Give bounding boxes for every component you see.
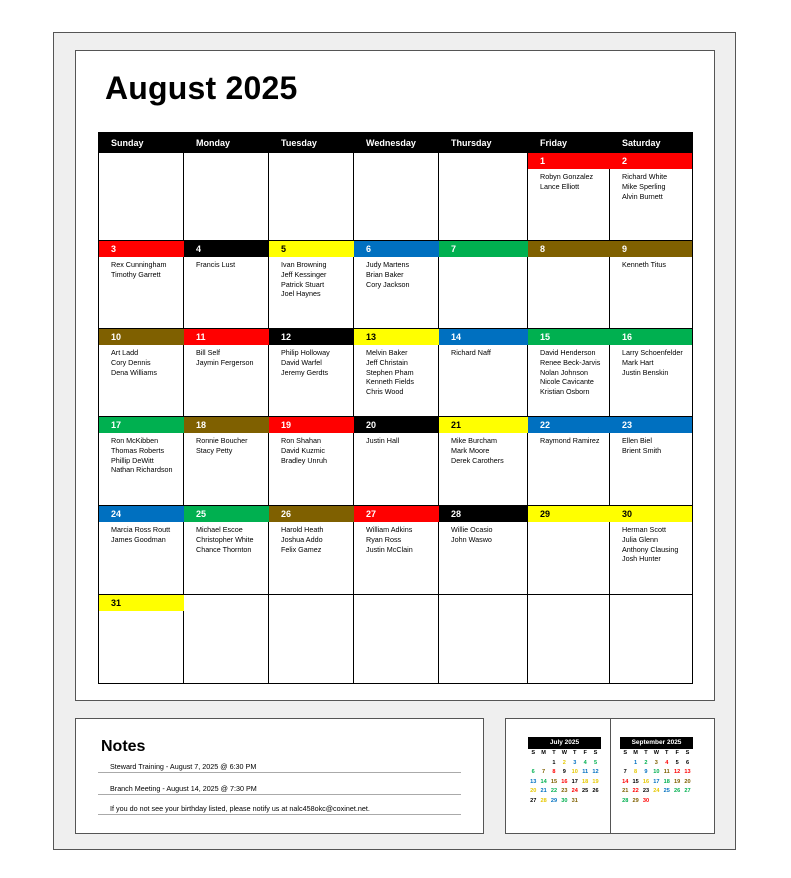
- birthday-name: Patrick Stuart: [281, 279, 325, 289]
- birthday-name: Francis Lust: [196, 260, 236, 269]
- mini-day: 10: [571, 769, 578, 776]
- day-number: 31: [99, 595, 184, 611]
- empty-day-cell: [354, 595, 439, 683]
- notes-title: Notes: [101, 738, 146, 755]
- mini-day: 28: [540, 797, 547, 804]
- mini-weekday: T: [644, 750, 648, 756]
- birthday-names: [540, 436, 600, 446]
- day-cell: [184, 417, 269, 506]
- mini-day: 21: [540, 788, 547, 795]
- note-line: [98, 761, 461, 773]
- birthday-names: [196, 348, 254, 368]
- mini-day: 12: [674, 769, 681, 776]
- mini-empty-day: [528, 759, 538, 769]
- birthday-name: Chris Wood: [366, 387, 404, 397]
- month-grid: [98, 132, 693, 684]
- birthday-names: [622, 172, 667, 201]
- birthday-names: [281, 436, 327, 465]
- day-number: 14: [439, 329, 528, 345]
- birthday-name: Nolan Johnson: [540, 367, 588, 377]
- day-number: 10: [99, 329, 184, 345]
- empty-day-cell: [439, 595, 528, 683]
- birthday-name: Willie Ocasio: [451, 525, 493, 534]
- birthday-name: Joel Haynes: [281, 289, 321, 299]
- birthday-names: [196, 436, 248, 456]
- birthday-names: [281, 348, 330, 377]
- birthday-name: Jeremy Gerdts: [281, 367, 329, 377]
- mini-day: 22: [632, 788, 639, 795]
- day-number: 25: [184, 506, 269, 522]
- birthday-names: [540, 348, 600, 397]
- birthday-name: Mike Sperling: [622, 181, 666, 191]
- empty-day-cell: [528, 595, 610, 683]
- empty-day-cell: [354, 153, 439, 241]
- empty-day-cell: [269, 595, 354, 683]
- weekday-header: Saturday: [610, 133, 692, 153]
- mini-day: 5: [675, 759, 679, 766]
- birthday-name: Brian Baker: [366, 269, 404, 279]
- day-cell: [354, 417, 439, 506]
- mini-day: 7: [542, 769, 546, 776]
- day-number: 18: [184, 417, 269, 433]
- weekday-header: Friday: [528, 133, 610, 153]
- birthday-name: Jeff Christain: [366, 357, 408, 367]
- day-number: 30: [610, 506, 692, 522]
- weekday-header: Monday: [184, 133, 269, 153]
- day-number: 16: [610, 329, 692, 345]
- mini-weekday: S: [593, 750, 598, 756]
- day-number: 19: [269, 417, 354, 433]
- birthday-name: Richard Naff: [451, 348, 491, 357]
- day-number: 21: [439, 417, 528, 433]
- mini-day: 26: [674, 788, 681, 795]
- day-number: 27: [354, 506, 439, 522]
- birthday-name: Bradley Unruh: [281, 455, 327, 465]
- mini-day: 19: [592, 778, 599, 785]
- birthday-name: Alvin Burnett: [622, 191, 663, 201]
- mini-weekday: T: [552, 750, 556, 756]
- mini-empty-day: [620, 759, 630, 769]
- mini-calendars-divider: [610, 718, 611, 834]
- birthday-names: [111, 436, 173, 475]
- birthday-name: Ivan Browning: [281, 260, 327, 269]
- birthday-name: Bill Self: [196, 348, 220, 357]
- mini-day: 3: [654, 759, 658, 766]
- birthday-name: Felix Gamez: [281, 544, 322, 554]
- birthday-names: [196, 260, 235, 270]
- mini-day: 18: [582, 778, 589, 785]
- birthday-names: [622, 436, 661, 456]
- day-cell: [610, 506, 692, 595]
- day-cell: [354, 241, 439, 329]
- birthday-name: Justin Benskin: [622, 367, 669, 377]
- day-cell: [610, 329, 692, 417]
- mini-empty-day: [580, 797, 590, 807]
- birthday-name: Derek Carothers: [451, 455, 504, 465]
- mini-day: 11: [582, 769, 589, 776]
- day-number: 23: [610, 417, 692, 433]
- mini-day: 25: [582, 788, 589, 795]
- birthday-names: [540, 172, 593, 192]
- birthday-name: James Goodman: [111, 534, 166, 544]
- mini-day: 7: [623, 769, 627, 776]
- day-cell: [439, 329, 528, 417]
- day-number: 11: [184, 329, 269, 345]
- day-cell: [439, 417, 528, 506]
- mini-day: 20: [530, 788, 537, 795]
- day-number: 29: [528, 506, 610, 522]
- mini-day: 2: [644, 759, 648, 766]
- birthday-name: David Henderson: [540, 348, 596, 357]
- birthday-name: Justin McClain: [366, 544, 413, 554]
- weekday-header: Tuesday: [269, 133, 354, 153]
- day-number: 15: [528, 329, 610, 345]
- birthday-name: Marcia Ross Routt: [111, 525, 171, 534]
- mini-week-row: [620, 797, 693, 807]
- mini-day: 8: [634, 769, 638, 776]
- mini-day: 4: [665, 759, 669, 766]
- empty-day-cell: [99, 153, 184, 241]
- day-cell: [354, 329, 439, 417]
- mini-day: 6: [531, 769, 535, 776]
- birthday-name: Kristian Osborn: [540, 387, 590, 397]
- mini-week-row: [528, 787, 601, 797]
- mini-weekday: T: [665, 750, 669, 756]
- mini-day: 9: [644, 769, 648, 776]
- birthday-name: Harold Heath: [281, 525, 324, 534]
- birthday-name: Phillip DeWitt: [111, 455, 154, 465]
- birthday-name: Brient Smith: [622, 445, 662, 455]
- mini-day: 9: [562, 769, 566, 776]
- birthday-name: Kenneth Fields: [366, 377, 414, 387]
- notes-panel: [75, 718, 484, 834]
- day-cell: [184, 241, 269, 329]
- birthday-names: [622, 525, 678, 564]
- mini-day: 13: [530, 778, 537, 785]
- day-number: 5: [269, 241, 354, 257]
- day-number: 3: [99, 241, 184, 257]
- mini-day: 29: [632, 797, 639, 804]
- birthday-name: John Waswo: [451, 534, 492, 544]
- birthday-name: William Adkins: [366, 525, 413, 534]
- day-cell: [610, 417, 692, 506]
- birthday-name: Ron Shahan: [281, 436, 321, 445]
- mini-week-row: [528, 778, 601, 788]
- birthday-name: Stacy Petty: [196, 445, 233, 455]
- birthday-name: Anthony Clausing: [622, 544, 679, 554]
- mini-week-row: [620, 768, 693, 778]
- mini-week-row: [528, 759, 601, 769]
- mini-weekday-row: [620, 749, 693, 759]
- mini-day: 26: [592, 788, 599, 795]
- birthday-names: [451, 436, 504, 465]
- birthday-name: Judy Martens: [366, 260, 410, 269]
- day-cell: [528, 153, 610, 241]
- day-cell: [528, 417, 610, 506]
- mini-weekday: M: [541, 750, 546, 756]
- note-text: If you do not see your birthday listed, please notify us at nalc458okc@coxinet.net.: [110, 804, 370, 813]
- mini-day: 30: [561, 797, 568, 804]
- birthday-name: Josh Hunter: [622, 554, 661, 564]
- mini-empty-day: [672, 797, 682, 807]
- day-number: 26: [269, 506, 354, 522]
- mini-week-row: [528, 797, 601, 807]
- empty-day-cell: [269, 153, 354, 241]
- birthday-name: Kenneth Titus: [622, 260, 666, 269]
- empty-day-cell: [610, 595, 692, 683]
- mini-day: 6: [685, 759, 690, 766]
- day-number: 2: [610, 153, 692, 169]
- birthday-names: [366, 525, 413, 554]
- mini-day: 25: [663, 788, 670, 795]
- birthday-name: Richard White: [622, 172, 668, 181]
- birthday-name: Lance Elliott: [540, 181, 580, 191]
- mini-day: 15: [550, 778, 558, 785]
- mini-day: 29: [550, 797, 558, 804]
- mini-day: 16: [642, 778, 650, 785]
- birthday-names: [196, 525, 254, 554]
- empty-day-cell: [184, 595, 269, 683]
- mini-day: 30: [642, 797, 650, 804]
- mini-weekday: M: [633, 750, 638, 756]
- day-number: 22: [528, 417, 610, 433]
- mini-day: 18: [663, 778, 670, 785]
- mini-weekday: W: [653, 750, 659, 756]
- birthday-name: Christopher White: [196, 534, 254, 544]
- birthday-name: Timothy Garrett: [111, 269, 161, 279]
- mini-calendar-title: September 2025: [620, 737, 693, 749]
- birthday-names: [366, 436, 399, 446]
- birthday-name: Ron McKibben: [111, 436, 159, 445]
- mini-day: 8: [552, 769, 556, 776]
- mini-day: 5: [593, 759, 598, 766]
- day-cell: [99, 506, 184, 595]
- birthday-names: [111, 525, 170, 545]
- birthday-name: Raymond Ramirez: [540, 436, 600, 445]
- day-cell: [528, 506, 610, 595]
- note-line: [98, 783, 461, 795]
- mini-empty-day: [538, 759, 548, 769]
- birthday-name: Jeff Kessinger: [281, 269, 327, 279]
- mini-day: 20: [684, 778, 691, 785]
- mini-weekday-row: [528, 749, 601, 759]
- birthday-name: Ellen Biel: [622, 436, 652, 445]
- mini-day: 3: [573, 759, 577, 766]
- day-cell: [269, 329, 354, 417]
- mini-empty-day: [682, 797, 692, 807]
- mini-day: 16: [561, 778, 568, 785]
- birthday-name: Michael Escoe: [196, 525, 243, 534]
- mini-day: 4: [583, 759, 587, 766]
- mini-day: 28: [622, 797, 629, 804]
- day-cell: [269, 506, 354, 595]
- day-cell: [610, 153, 692, 241]
- birthday-name: Ryan Ross: [366, 534, 402, 544]
- mini-calendar-july: [528, 737, 601, 807]
- mini-day: 14: [540, 778, 547, 785]
- mini-day: 31: [571, 797, 578, 804]
- birthday-name: Cory Jackson: [366, 279, 410, 289]
- birthday-name: Philip Holloway: [281, 348, 330, 357]
- day-number: 13: [354, 329, 439, 345]
- day-number: 12: [269, 329, 354, 345]
- mini-day: 15: [632, 778, 639, 785]
- birthday-name: Mark Moore: [451, 445, 490, 455]
- day-cell: [99, 417, 184, 506]
- birthday-name: Dena Williams: [111, 367, 157, 377]
- day-cell: [99, 241, 184, 329]
- day-cell: [269, 417, 354, 506]
- birthday-names: [622, 348, 683, 377]
- mini-empty-day: [590, 797, 600, 807]
- day-number: 28: [439, 506, 528, 522]
- birthday-name: Mike Burcham: [451, 436, 497, 445]
- birthday-names: [281, 260, 327, 299]
- mini-day: 24: [571, 788, 578, 795]
- day-number: 4: [184, 241, 269, 257]
- day-number: 1: [528, 153, 610, 169]
- birthday-name: Stephen Pham: [366, 367, 414, 377]
- birthday-names: [111, 260, 167, 280]
- day-cell: [354, 506, 439, 595]
- day-number: 9: [610, 241, 692, 257]
- page-title: August 2025: [105, 70, 298, 106]
- day-cell: [439, 506, 528, 595]
- birthday-name: Chance Thornton: [196, 544, 252, 554]
- birthday-name: Nicole Cavicante: [540, 377, 594, 387]
- day-number: 6: [354, 241, 439, 257]
- mini-day: 24: [653, 788, 660, 795]
- mini-weekday: S: [685, 750, 690, 756]
- birthday-name: Rex Cunningham: [111, 260, 167, 269]
- day-number: 7: [439, 241, 528, 257]
- birthday-name: Joshua Addo: [281, 534, 323, 544]
- mini-day: 22: [550, 788, 558, 795]
- day-number: 20: [354, 417, 439, 433]
- day-cell: [184, 506, 269, 595]
- birthday-name: David Kuzmic: [281, 445, 325, 455]
- mini-weekday: S: [623, 750, 628, 756]
- mini-day: 17: [653, 778, 660, 785]
- birthday-name: Mark Hart: [622, 357, 654, 367]
- mini-week-row: [528, 768, 601, 778]
- weekday-header: Sunday: [99, 133, 184, 153]
- mini-day: 21: [622, 788, 629, 795]
- mini-day: 27: [530, 797, 537, 804]
- day-cell: [610, 241, 692, 329]
- mini-day: 19: [674, 778, 681, 785]
- birthday-name: Robyn Gonzalez: [540, 172, 594, 181]
- empty-day-cell: [184, 153, 269, 241]
- birthday-name: Thomas Roberts: [111, 445, 165, 455]
- mini-day: 12: [592, 769, 599, 776]
- mini-day: 27: [684, 788, 691, 795]
- mini-day: 13: [684, 769, 691, 776]
- birthday-name: Ronnie Boucher: [196, 436, 248, 445]
- mini-day: 10: [653, 769, 660, 776]
- mini-calendar-title: July 2025: [528, 737, 601, 749]
- mini-weekday: W: [561, 750, 567, 756]
- mini-day: 11: [663, 769, 670, 776]
- day-cell: [269, 241, 354, 329]
- day-cell: [99, 329, 184, 417]
- birthday-name: Renee Beck-Jarvis: [540, 357, 601, 367]
- mini-week-row: [620, 759, 693, 769]
- birthday-names: [366, 348, 414, 397]
- birthday-name: Larry Schoenfelder: [622, 348, 683, 357]
- birthday-names: [622, 260, 666, 270]
- weekday-header: Wednesday: [354, 133, 439, 153]
- mini-empty-day: [662, 797, 672, 807]
- day-number: 17: [99, 417, 184, 433]
- birthday-name: Justin Hall: [366, 436, 400, 445]
- weekday-header: Thursday: [439, 133, 528, 153]
- mini-day: 23: [561, 788, 568, 795]
- birthday-names: [366, 260, 410, 289]
- birthday-name: David Warfel: [281, 357, 322, 367]
- note-line: [98, 803, 461, 815]
- birthday-name: Melvin Baker: [366, 348, 408, 357]
- mini-day: 14: [622, 778, 629, 785]
- note-text: Steward Training - August 7, 2025 @ 6:30 PM: [110, 762, 257, 771]
- mini-week-row: [620, 787, 693, 797]
- day-cell: [528, 329, 610, 417]
- birthday-name: Julia Glenn: [622, 534, 658, 544]
- mini-day: 17: [571, 778, 578, 785]
- mini-week-row: [620, 778, 693, 788]
- note-text: Branch Meeting - August 14, 2025 @ 7:30 PM: [110, 784, 257, 793]
- mini-calendar-september: [620, 737, 693, 807]
- birthday-names: [281, 525, 323, 554]
- birthday-name: Herman Scott: [622, 525, 666, 534]
- day-number: 8: [528, 241, 610, 257]
- birthday-names: [111, 348, 157, 377]
- mini-weekday: F: [583, 750, 587, 756]
- day-cell: [99, 595, 184, 683]
- mini-day: 1: [634, 759, 638, 766]
- day-cell: [528, 241, 610, 329]
- mini-weekday: T: [573, 750, 577, 756]
- day-cell: [184, 329, 269, 417]
- mini-weekday: F: [675, 750, 679, 756]
- birthday-names: [451, 348, 491, 358]
- birthday-name: Jaymin Fergerson: [196, 357, 254, 367]
- birthday-name: Art Ladd: [111, 348, 139, 357]
- birthday-name: Nathan Richardson: [111, 465, 173, 475]
- mini-day: 23: [642, 788, 650, 795]
- mini-day: 1: [552, 759, 556, 766]
- day-cell: [439, 241, 528, 329]
- empty-day-cell: [439, 153, 528, 241]
- birthday-names: [451, 525, 493, 545]
- day-number: 24: [99, 506, 184, 522]
- birthday-name: Cory Dennis: [111, 357, 151, 367]
- mini-day: 2: [562, 759, 566, 766]
- mini-empty-day: [651, 797, 661, 807]
- mini-weekday: S: [531, 750, 536, 756]
